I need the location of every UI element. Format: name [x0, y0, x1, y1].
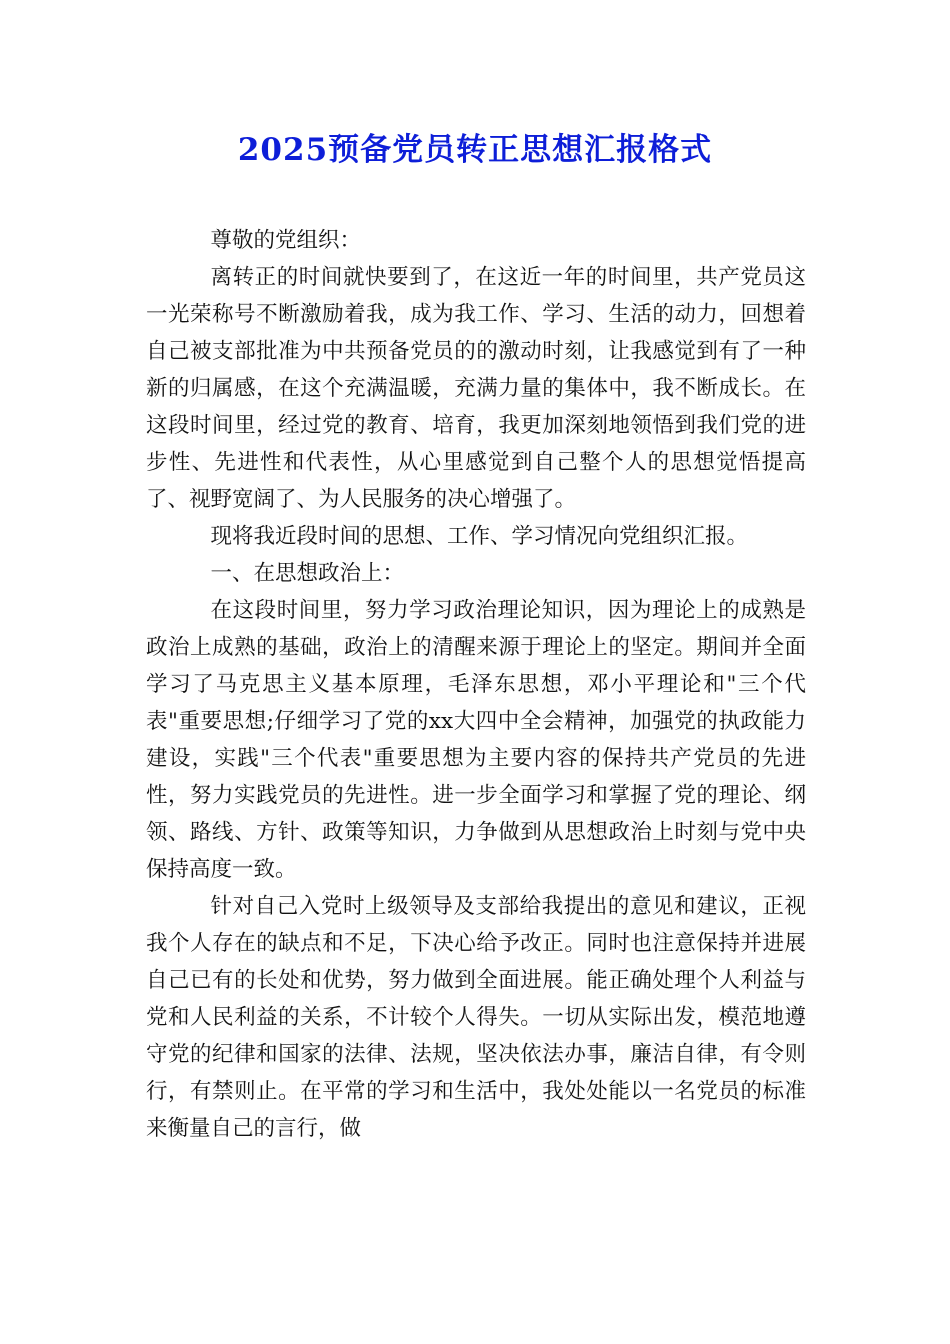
paragraph-report-statement: 现将我近段时间的思想、工作、学习情况向党组织汇报。 — [210, 524, 749, 549]
salutation: 尊敬的党组织： — [210, 228, 362, 253]
document-body — [146, 222, 806, 1147]
paragraph-self-improvement: 针对自己入党时上级领导及支部给我提出的意见和建议，正视我个人存在的缺点和不足，下决心给予改正。同时也注意保持并进展自己已有的长处和优势，努力做到全面进展。能正确处理个人利益与党和人民利益的关系，不计较个人得失。一切从实际出发，模范地遵守党的纪律和国家的法律、法规，坚决依法办事，廉洁自律，有令则行，有禁则止。在平常的学习和生活中，我处处能以一名党员的标准来衡量自己的言行，做 — [146, 894, 806, 1141]
paragraph-intro: 离转正的时间就快要到了，在这近一年的时间里，共产党员这一光荣称号不断激励着我，成为我工作、学习、生活的动力，回想着自己被支部批准为中共预备党员的的激动时刻，让我感觉到有了一种新的归属感，在这个充满温暖，充满力量的集体中，我不断成长。在这段时间里，经过党的教育、培育，我更加深刻地领悟到我们党的进步性、先进性和代表性，从心里感觉到自己整个人的思想觉悟提高了、视野宽阔了、为人民服务的决心增强了。 — [146, 265, 806, 512]
document-title: 2025预备党员转正思想汇报格式 — [237, 132, 713, 168]
paragraph-theory-study: 在这段时间里，努力学习政治理论知识，因为理论上的成熟是政治上成熟的基础，政治上的清醒来源于理论上的坚定。期间并全面学习了马克思主义基本原理，毛泽东思想，邓小平理论和"三个代表"重要思想;仔细学习了党的xx大四中全会精神，加强党的执政能力建设，实践"三个代表"重要思想为主要内容的保持共产党员的先进性，努力实践党员的先进性。进一步全面学习和掌握了党的理论、纲领、路线、方针、政策等知识，力争做到从思想政治上时刻与党中央保持高度一致。 — [146, 598, 806, 882]
section-heading-ideology: 一、在思想政治上： — [210, 561, 405, 586]
